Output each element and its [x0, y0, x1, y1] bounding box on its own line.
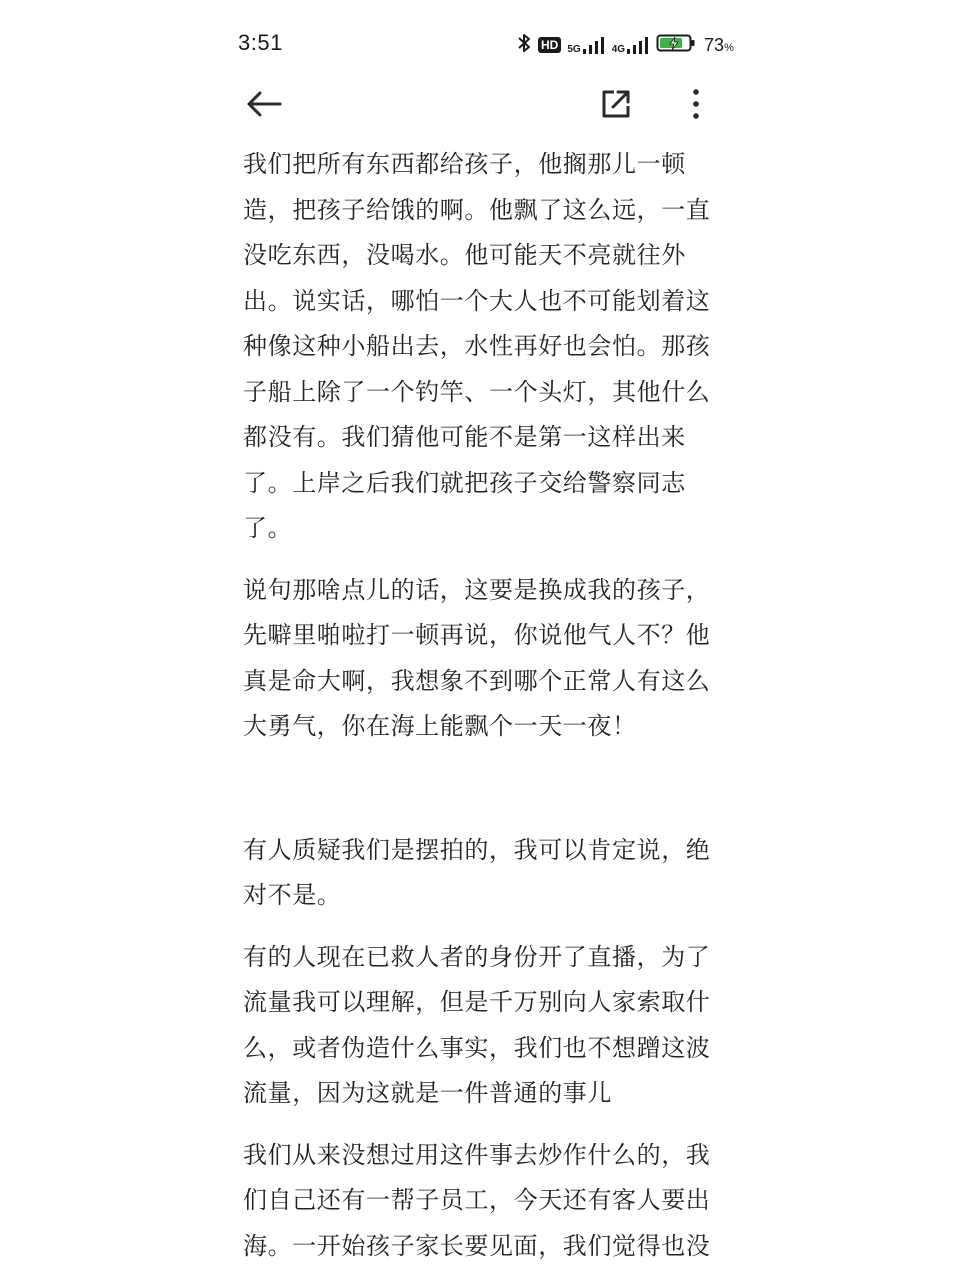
share-button[interactable]	[592, 82, 640, 130]
network-5g-label: 5G	[567, 44, 581, 55]
article-paragraph: 有的人现在已救人者的身份开了直播，为了流量我可以理解，但是千万别向人家索取什么，或者伪造什么事实，我们也不想蹭这波流量，因为这就是一件普通的事儿	[243, 942, 711, 1107]
article-paragraph: 我们从来没想过用这件事去炒作什么的，我们自己还有一帮子员工，今天还有客人要出海。一开始孩子家长要见面，我们觉得也没	[243, 1140, 711, 1260]
article-paragraph: 有人质疑我们是摆拍的，我可以肯定说，绝对不是。	[243, 835, 711, 909]
status-bar	[0, 0, 960, 90]
status-icons	[516, 32, 734, 58]
top-app-bar	[0, 80, 960, 136]
paragraph-spacer	[243, 766, 723, 828]
battery-value: 73	[704, 34, 725, 55]
hd-voice-badge: HD	[538, 37, 561, 53]
battery-charging-icon	[656, 32, 696, 58]
article-body	[243, 142, 723, 1285]
status-time: 3:51	[238, 30, 283, 55]
signal-5g-icon	[567, 35, 605, 55]
bluetooth-icon	[516, 32, 532, 58]
battery-percentage	[704, 35, 734, 56]
more-vertical-icon	[691, 88, 701, 124]
external-share-icon	[599, 87, 633, 125]
network-4g-label: 4G	[611, 44, 626, 55]
article-paragraph: 说句那啥点儿的话，这要是换成我的孩子，先噼里啪啦打一顿再说，你说他气人不？他真是命大啊，我想象不到哪个正常人有这么大勇气，你在海上能飘个一天一夜！	[243, 575, 711, 740]
signal-4g-icon	[612, 35, 650, 55]
article-paragraph: 我们把所有东西都给孩子，他搁那儿一顿造，把孩子给饿的啊。他飘了这么远，一直没吃东西，没喝水。他可能天不亮就往外出。说实话，哪怕一个大人也不可能划着这种像这种小船出去，水性再好也会怕。那孩子船上除了一个钓竿、一个头灯，其他什么都没有。我们猜他可能不是第一这样出来了。上岸之后我们就把孩子交给警察同志了。	[243, 150, 711, 542]
battery-unit: %	[724, 41, 734, 54]
arrow-left-icon	[244, 88, 284, 124]
more-options-button[interactable]	[672, 82, 720, 130]
back-button[interactable]	[240, 82, 288, 130]
